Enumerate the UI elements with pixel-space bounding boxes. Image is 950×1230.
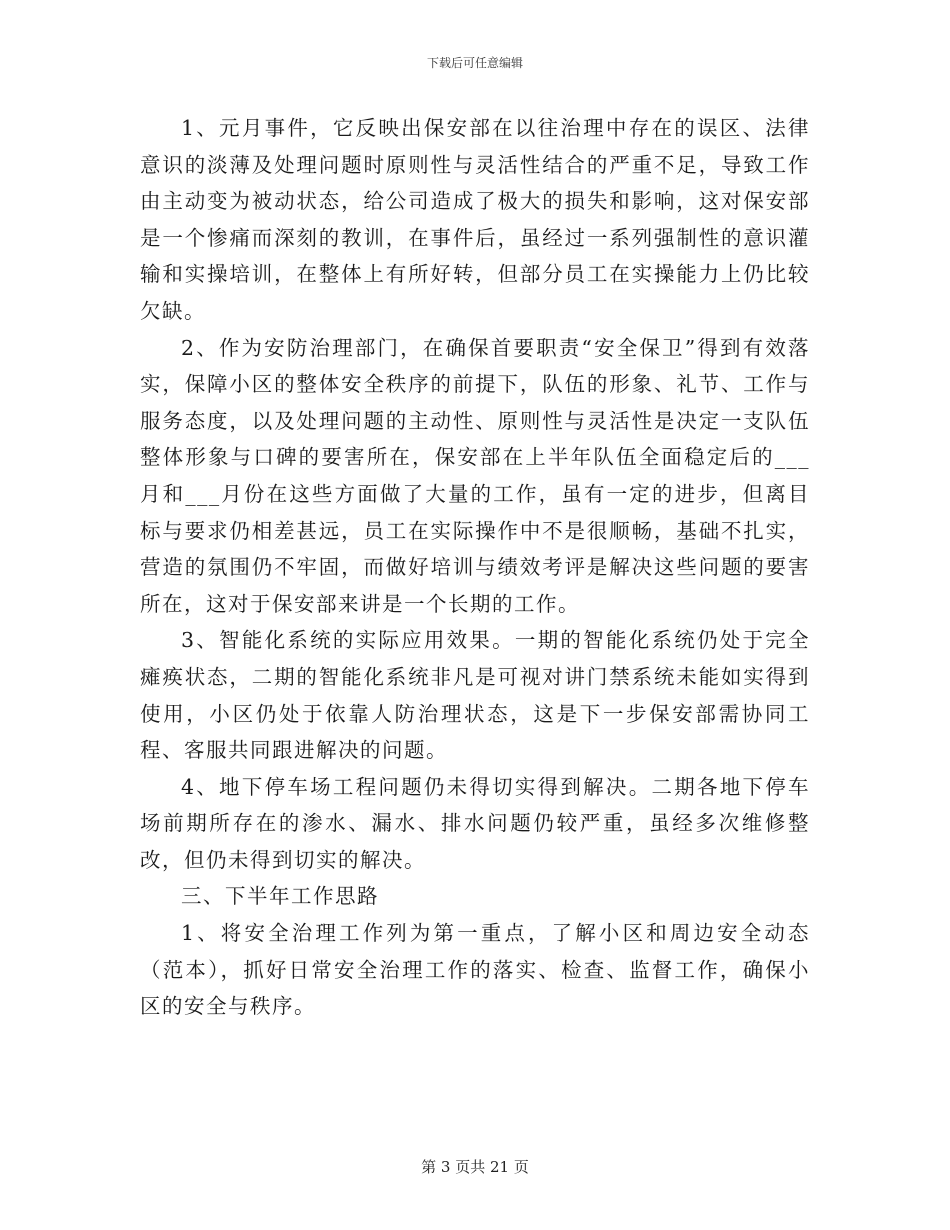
document-body	[140, 110, 810, 1025]
page-header: 下载后可任意编辑	[426, 56, 523, 70]
paragraph-5: 1、将安全治理工作列为第一重点，了解小区和周边安全动态（范本），抓好日常安全治理工作的落实、检查、监督工作，确保小区的安全与秩序。	[140, 921, 810, 1019]
page-number-footer: 第 3 页共 21 页	[421, 1158, 529, 1176]
section-heading: 三、下半年工作思路	[181, 884, 379, 909]
paragraph-4: 4、地下停车场工程问题仍未得切实得到解决。二期各地下停车场前期所存在的渗水、漏水、排水问题仍较严重，虽经多次维修整改，但仍未得到切实的解决。	[140, 774, 810, 872]
paragraph-2: 2、作为安防治理部门，在确保首要职责“安全保卫”得到有效落实，保障小区的整体安全秩序的前提下，队伍的形象、礼节、工作与服务态度，以及处理问题的主动性、原则性与灵活性是决定一支队伍整体形象与口碑的要害所在，保安部在上半年队伍全面稳定后的___月和___月份在这些方面做了大量的工作，虽有一定的进步，但离目标与要求仍相差甚远，员工在实际操作中不是很顺畅，基础不扎实，营造的氛围仍不牢固，而做好培训与绩效考评是解决这些问题的要害所在，这对于保安部来讲是一个长期的工作。	[140, 335, 810, 616]
paragraph-3: 3、智能化系统的实际应用效果。一期的智能化系统仍处于完全瘫痪状态，二期的智能化系统非凡是可视对讲门禁系统未能如实得到使用，小区仍处于依靠人防治理状态，这是下一步保安部需协同工程、客服共同跟进解决的问题。	[140, 628, 810, 763]
paragraph-1: 1、元月事件，它反映出保安部在以往治理中存在的误区、法律意识的淡薄及处理问题时原则性与灵活性结合的严重不足，导致工作由主动变为被动状态，给公司造成了极大的损失和影响，这对保安部是一个惨痛而深刻的教训，在事件后，虽经过一系列强制性的意识灌输和实操培训，在整体上有所好转，但部分员工在实操能力上仍比较欠缺。	[140, 116, 810, 323]
